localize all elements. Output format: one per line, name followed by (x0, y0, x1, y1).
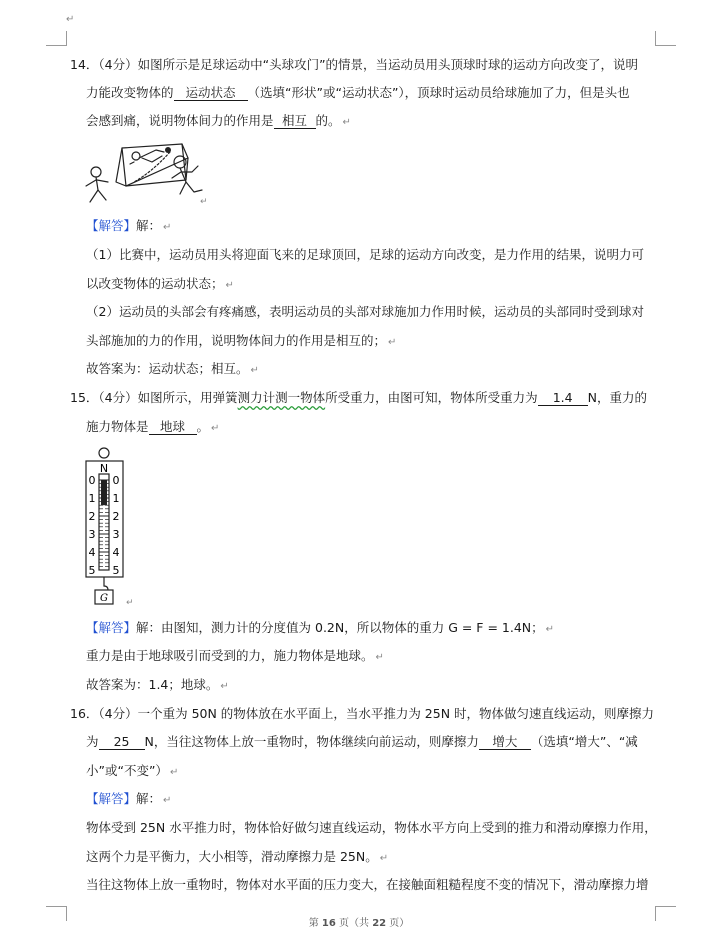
paragraph-mark-icon: ↵ (66, 14, 75, 25)
gauge-right-tick-label: 2 (112, 510, 120, 523)
gauge-right-tick-label: 1 (112, 492, 120, 505)
header-goal-illustration (82, 142, 214, 210)
gauge-right-tick-label: 3 (112, 528, 120, 541)
gauge-left-tick-label: 3 (88, 528, 96, 541)
svg-text:↵: ↵ (126, 598, 134, 608)
paragraph-mark-icon: ↵ (342, 117, 351, 128)
q16-solution-line-2: 这两个力是平衡力，大小相等，滑动摩擦力是 25N。 ↵ (86, 849, 389, 864)
gauge-weight-label: G (100, 593, 108, 604)
q14-solution-line-2: 以改变物体的运动状态； ↵ (86, 276, 234, 291)
q14-line-2: 力能改变物体的 运动状态 （选填“形状”或“运动状态”），顶球时运动员给球施加了力，但是头也 (86, 85, 630, 100)
spring-scale-illustration (82, 444, 132, 606)
page-footer: 第 16 页（共 22 页） (308, 918, 410, 929)
q16-answer-blank-2: 增大 (479, 734, 531, 750)
q15-answer-blank-1: 1.4 (538, 390, 588, 406)
q15-line-2: 施力物体是 地球 。 ↵ (86, 419, 220, 434)
q16-answer-heading: 【解答】解： ↵ (86, 791, 172, 806)
q16-answer-blank-1: 25 (99, 734, 145, 750)
q16-line-1: 16．（4分）一个重为 50N 的物体放在水平面上，当水平推力为 25N 时，物体做匀速直线运动，则摩擦力 (70, 706, 655, 721)
gauge-left-tick-label: 4 (88, 546, 96, 559)
gauge-spring-level (101, 480, 107, 505)
q15-final-answer: 故答案为：1.4；地球。 ↵ (86, 677, 229, 692)
gauge-left-tick-label: 5 (88, 564, 96, 577)
paragraph-mark-icon: ↵ (225, 280, 234, 291)
q14-answer-heading: 【解答】解： ↵ (86, 218, 172, 233)
q14-line-1: 14．（4分）如图所示是足球运动中“头球攻门”的情景，当运动员用头顶球时球的运动方向改变了，说明 (70, 57, 639, 72)
q16-solution-line-3: 当往这物体上放一重物时，物体对水平面的压力变大，在接触面粗糙程度不变的情况下，滑动摩擦力增 (86, 877, 649, 892)
q14-line-3: 会感到痛，说明物体间力的作用是 相互 的。 ↵ (86, 113, 351, 128)
paragraph-mark-icon: ↵ (211, 423, 220, 434)
q14-answer-blank-1: 运动状态 (174, 85, 248, 101)
gauge-right-tick-label: 4 (112, 546, 120, 559)
q14-final-answer: 故答案为：运动状态；相互。 ↵ (86, 361, 259, 376)
svg-text:↵: ↵ (200, 197, 208, 207)
q15-line-1: 15．（4分）如图所示，用弹簧测力计测一物体所受重力，由图可知，物体所受重力为 1.4 N，重力的 (70, 390, 647, 405)
gauge-left-tick-label: 0 (88, 474, 96, 487)
paragraph-mark-icon: ↵ (163, 795, 172, 806)
page-corner-mark-top-left (46, 31, 67, 46)
q14-solution-line-3: （2）运动员的头部会有疼痛感，表明运动员的头部对球施加力作用时候，运动员的头部同时受到球对 (86, 304, 644, 319)
page-total: 22 (372, 918, 387, 929)
q14-solution-line-1: （1）比赛中，运动员用头将迎面飞来的足球顶回，足球的运动方向改变，是力作用的结果，说明力可 (86, 247, 644, 262)
q16-solution-line-1: 物体受到 25N 水平推力时，物体恰好做匀速直线运动，物体水平方向上受到的推力和滑动摩擦力作用， (86, 820, 657, 835)
paragraph-mark-icon: ↵ (163, 222, 172, 233)
gauge-right-tick-label: 5 (112, 564, 120, 577)
paragraph-mark-icon: ↵ (250, 365, 259, 376)
paragraph-mark-icon: ↵ (545, 624, 555, 635)
paragraph-mark-icon: ↵ (375, 652, 384, 663)
q15-answer-line-2: 重力是由于地球吸引而受到的力，施力物体是地球。 ↵ (86, 648, 384, 663)
q15-answer-blank-2: 地球 (149, 419, 197, 435)
page-corner-mark-top-right (655, 31, 676, 46)
paragraph-mark-icon: ↵ (169, 767, 179, 778)
q16-line-3: 小”或“不变”） ↵ (86, 763, 179, 778)
paragraph-mark-icon: ↵ (388, 337, 397, 348)
q16-line-2: 为 25 N，当往这物体上放一重物时，物体继续向前运动，则摩擦力 增大 （选填“增大”、“减 (86, 734, 638, 749)
q14-solution-line-4: 头部施加的力的作用，说明物体间力的作用是相互的； ↵ (86, 333, 397, 348)
paragraph-mark-icon: ↵ (220, 681, 229, 692)
gauge-left-tick-label: 1 (88, 492, 96, 505)
q15-answer-line-1: 【解答】解：由图知，测力计的分度值为 0.2N，所以物体的重力 G = F = 1.4N； ↵ (86, 620, 555, 635)
gauge-left-tick-label: 2 (88, 510, 96, 523)
paragraph-mark-icon: ↵ (379, 853, 389, 864)
gauge-unit-label: N (99, 462, 109, 475)
gauge-right-tick-label: 0 (112, 474, 120, 487)
page-number: 16 (321, 918, 336, 929)
q14-answer-blank-2: 相互 (274, 113, 316, 129)
